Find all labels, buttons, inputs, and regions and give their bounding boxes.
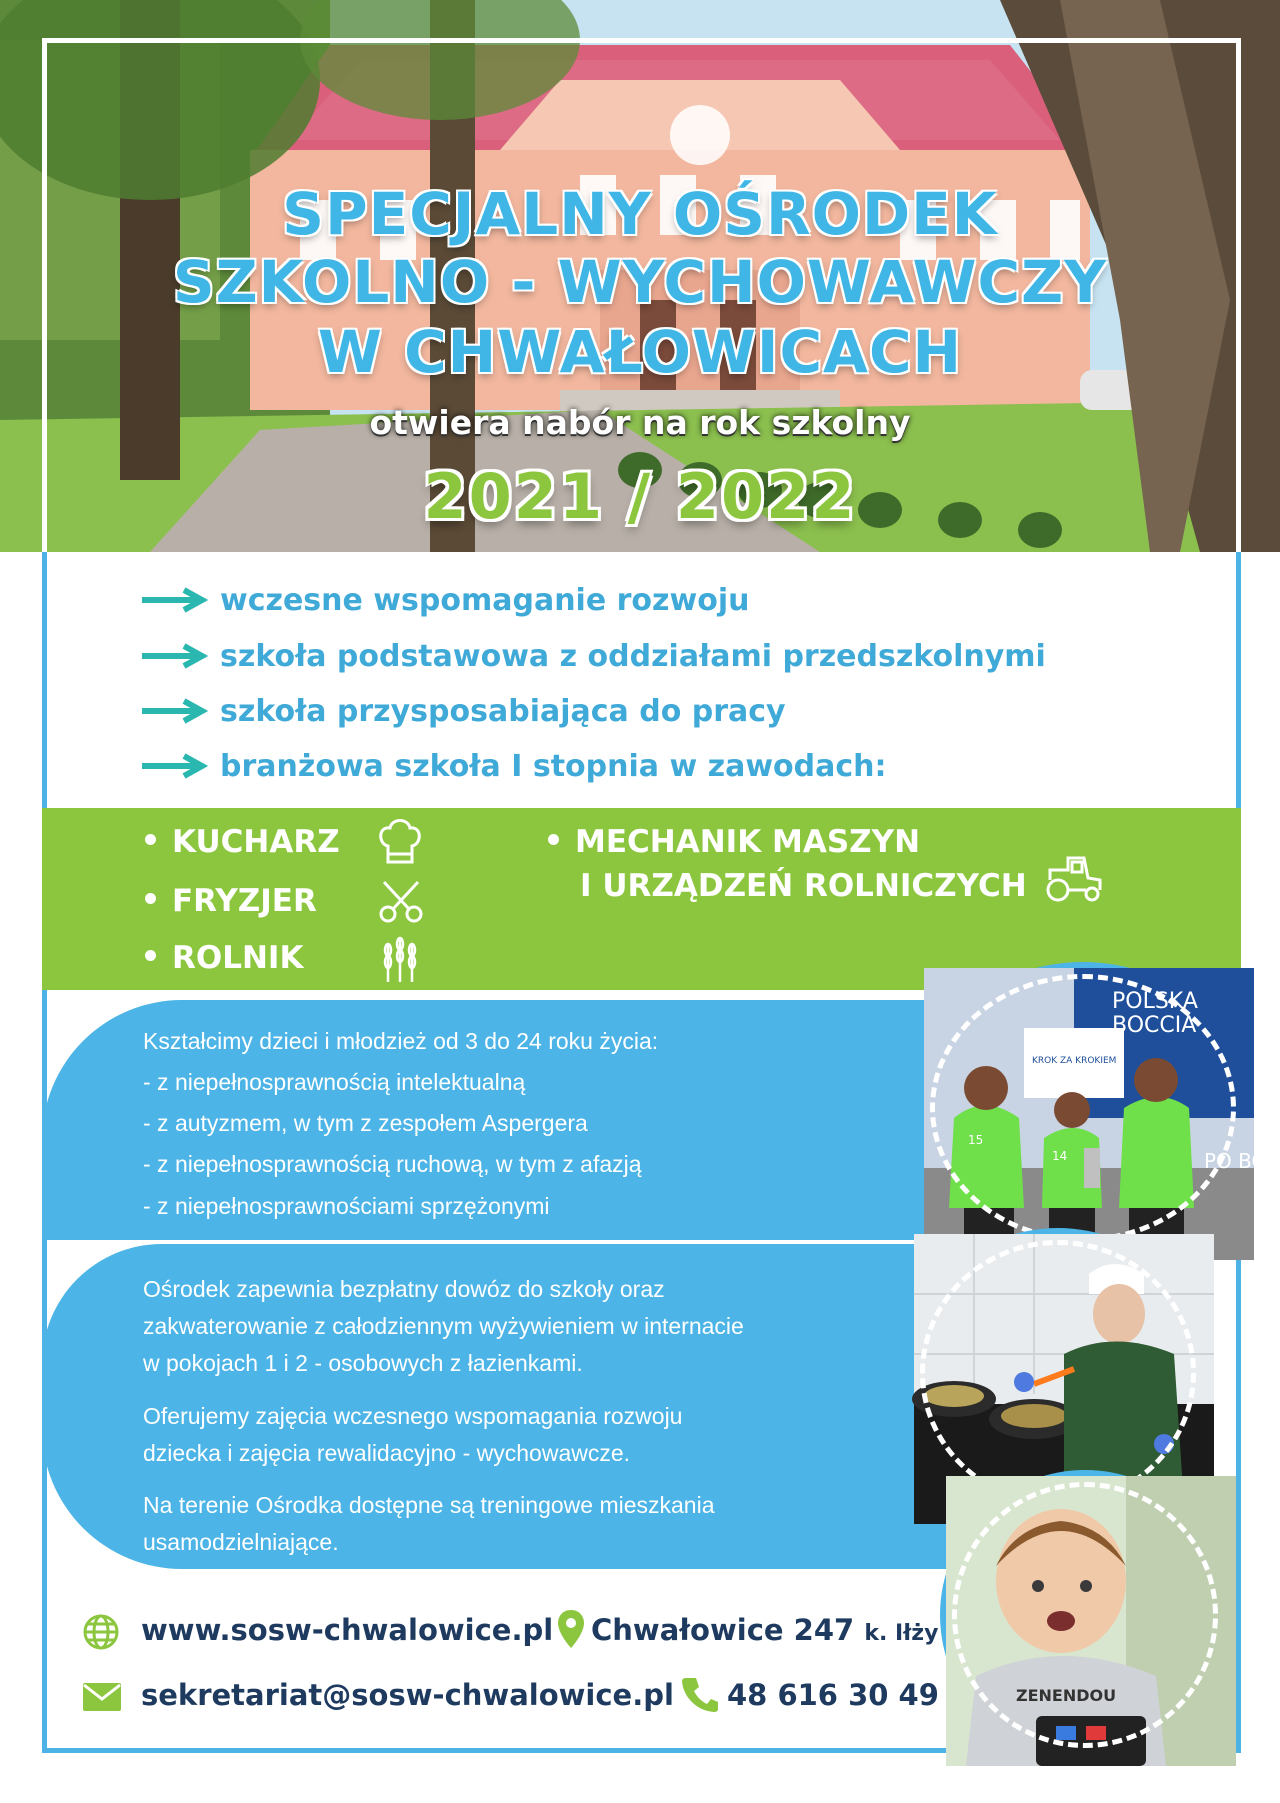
boccia-team-picture — [924, 968, 1268, 1260]
offer-text: szkoła przysposabiająca do pracy — [220, 693, 786, 729]
banner-text: POLSKA — [1112, 989, 1198, 1014]
enrollment-subtitle: otwiera nabór na rok szkolny — [369, 403, 911, 442]
students-item: - z niepełnosprawnościami sprzężonymi — [143, 1193, 550, 1219]
profession-label: FRYZJER — [172, 883, 317, 919]
school-year: 2021 / 2022 — [423, 460, 857, 533]
title-line-3: W CHWAŁOWICACH — [317, 318, 963, 386]
sign-text: KROK ZA KROKIEM — [1032, 1056, 1117, 1066]
profession-cook — [145, 824, 340, 860]
offer-text: szkoła podstawowa z oddziałami przedszkolnymi — [220, 638, 1046, 674]
email-link[interactable]: sekretariat@sosw-chwalowice.pl — [141, 1678, 674, 1712]
address — [591, 1613, 938, 1647]
location-pin-icon — [556, 1608, 586, 1650]
offer-text: branżowa szkoła I stopnia w zawodach: — [220, 748, 887, 784]
bullet — [145, 950, 156, 961]
arrow-right-icon — [140, 696, 210, 726]
offer-item — [140, 689, 786, 733]
title-line-2: SZKOLNO - WYCHOWAWCZY — [172, 248, 1108, 316]
services-text: Na terenie Ośrodka dostępne są treningowe mieszkania — [143, 1492, 715, 1518]
services-text: zakwaterowanie z całodziennym wyżywieniem w internacie — [143, 1313, 744, 1339]
profession-mechanic — [548, 824, 920, 860]
profession-label: ROLNIK — [172, 940, 304, 976]
scissors-icon — [378, 878, 424, 924]
services-text: w pokojach 1 i 2 - osobowych z łazienkami. — [143, 1350, 583, 1376]
frame-right-hero — [1236, 38, 1241, 552]
jersey-number: 14 — [1052, 1149, 1068, 1163]
globe-icon — [82, 1613, 120, 1651]
profession-mechanic-line2: I URZĄDZEŃ ROLNICZYCH — [580, 868, 1027, 904]
offer-text: wczesne wspomaganie rozwoju — [220, 582, 750, 618]
offer-item — [140, 744, 887, 788]
shirt-text: ZENENDOU — [1016, 1686, 1117, 1705]
offer-item — [140, 578, 749, 622]
envelope-icon — [82, 1682, 122, 1712]
profession-label: MECHANIK MASZYN — [575, 824, 921, 860]
profession-label: KUCHARZ — [172, 824, 340, 860]
frame-left-hero — [42, 38, 47, 552]
address-small: k. Iłży — [864, 1621, 939, 1646]
students-item: - z niepełnosprawnością intelektualną — [143, 1069, 526, 1095]
hero-photo — [0, 0, 1280, 552]
banner-text: BOCCIA — [1112, 1013, 1197, 1038]
bullet — [145, 893, 156, 904]
services-text: Oferujemy zajęcia wczesnego wspomagania rozwoju — [143, 1403, 683, 1429]
arrow-right-icon — [140, 585, 210, 615]
services-text: usamodzielniające. — [143, 1529, 339, 1555]
jersey-number: 15 — [968, 1133, 984, 1147]
bullet — [548, 834, 559, 845]
phone-number[interactable]: 48 616 30 49 — [727, 1678, 939, 1712]
students-intro: Kształcimy dzieci i młodzież od 3 do 24 roku życia: — [143, 1028, 659, 1054]
title-line-1: SPECJALNY OŚRODEK — [282, 180, 998, 248]
offer-item — [140, 634, 1046, 678]
arrow-right-icon — [140, 641, 210, 671]
photo-boccia-team — [918, 962, 1268, 1254]
profession-hairdresser — [145, 883, 317, 919]
profession-farmer — [145, 940, 303, 976]
photo-child — [940, 1470, 1230, 1760]
chef-hat-icon — [376, 816, 424, 866]
wheat-icon — [380, 930, 420, 984]
phone-icon — [682, 1676, 718, 1712]
bullet — [145, 834, 156, 845]
services-text: Ośrodek zapewnia bezpłatny dowóz do szkoły oraz — [143, 1276, 665, 1302]
tractor-icon — [1044, 854, 1104, 904]
frame-top — [42, 38, 1240, 43]
banner-text: PO BO — [1204, 1149, 1268, 1173]
students-item: - z niepełnosprawnością ruchową, w tym z afazją — [143, 1151, 642, 1177]
child-picture — [946, 1476, 1236, 1766]
arrow-right-icon — [140, 751, 210, 781]
students-item: - z autyzmem, w tym z zespołem Aspergera — [143, 1110, 588, 1136]
address-main: Chwałowice 247 — [591, 1613, 855, 1647]
website-link[interactable]: www.sosw-chwalowice.pl — [141, 1613, 554, 1647]
services-text: dziecka i zajęcia rewalidacyjno - wychowawcze. — [143, 1440, 631, 1466]
